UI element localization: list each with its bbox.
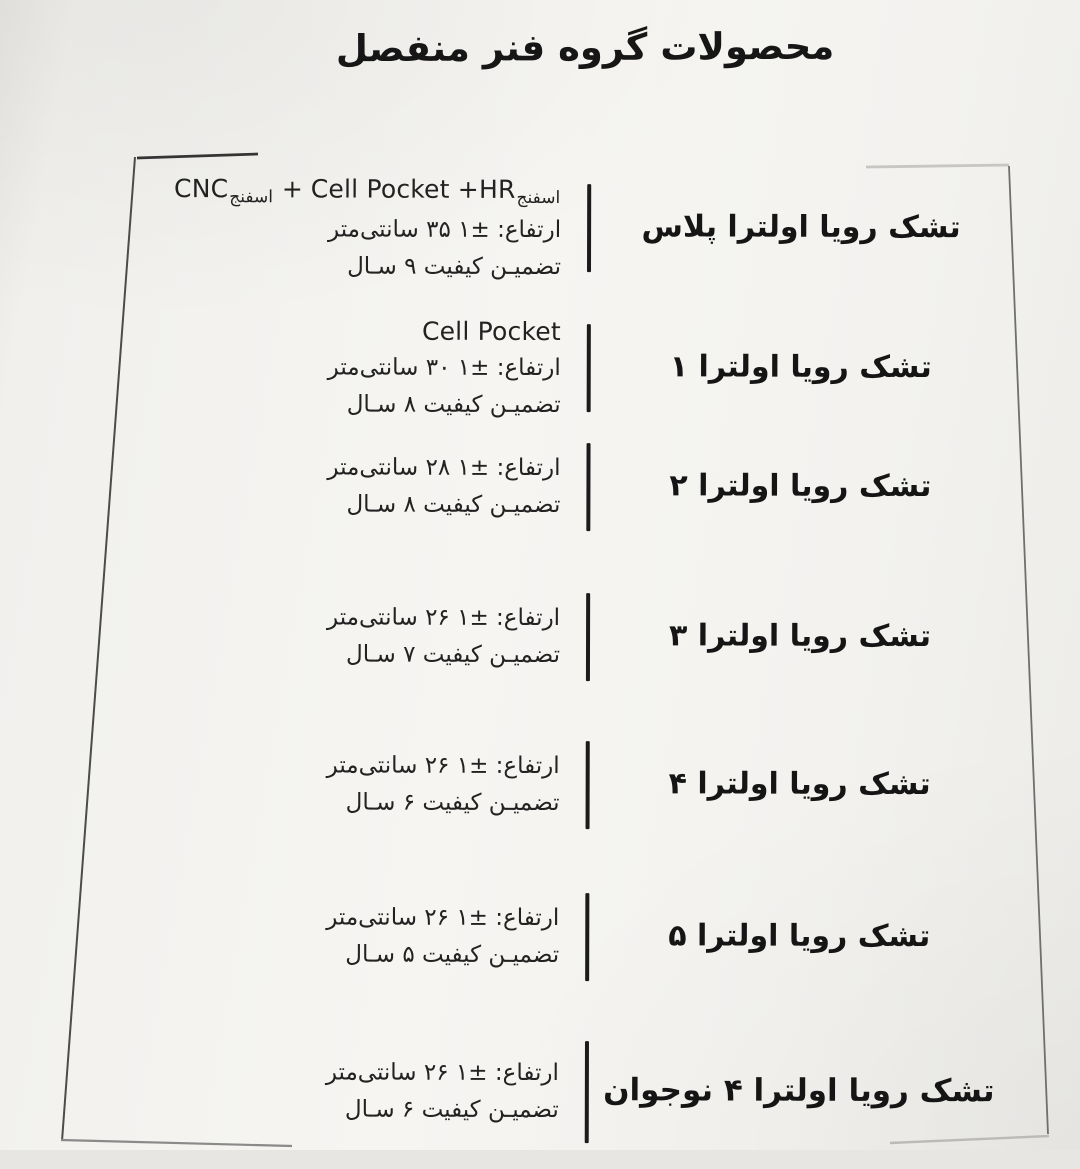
product-name: تشک رویا اولترا ۵: [668, 917, 931, 954]
frame-right-border: [1009, 166, 1048, 1134]
product-name: تشک رویا اولترا ۴ نوجوان: [603, 1072, 995, 1110]
height-line: ارتفاع: ±۱ ۳۵ سانتی‌متر: [328, 215, 562, 243]
foam-label: اسفنج: [516, 187, 561, 208]
product-row: [59, 151, 1011, 305]
height-line: ارتفاع: ±۱ ۲۸ سانتی‌متر: [327, 454, 561, 482]
product-name: تشک رویا اولترا ۴: [668, 765, 931, 802]
product-row: [57, 1015, 1009, 1169]
warranty-line: تضمیـن کیفیت ۵ سـال: [345, 941, 560, 969]
construction-text: Cell Pocket: [421, 316, 561, 346]
construction-text: + Cell Pocket +: [273, 173, 480, 204]
warranty-line: تضمیـن کیفیت ۹ سـال: [347, 253, 562, 280]
construction-text: HR: [478, 174, 516, 204]
warranty-line: تضمیـن کیفیت ۸ سـال: [346, 391, 561, 418]
product-name: تشک رویا اولترا ۳: [669, 617, 932, 654]
height-line: ارتفاع: ±۱ ۲۶ سانتی‌متر: [326, 604, 561, 632]
product-specs: [57, 899, 585, 974]
product-specs: [58, 599, 586, 674]
construction-line: [59, 311, 561, 349]
product-specs: [59, 169, 587, 285]
product-name: تشک رویا اولترا ۲: [669, 467, 932, 504]
foam-label: اسفنج: [229, 186, 273, 207]
warranty-line: تضمیـن کیفیت ۸ سـال: [346, 491, 561, 519]
construction-text: CNC: [174, 173, 229, 203]
construction-line: [59, 169, 561, 211]
warranty-line: تضمیـن کیفیت ۶ سـال: [345, 789, 560, 817]
product-specs: [59, 311, 587, 423]
height-line: ارتفاع: ±۱ ۲۶ سانتی‌متر: [325, 1059, 559, 1087]
product-name: تشک رویا اولترا ۱: [669, 348, 932, 385]
product-name: تشک رویا اولترا پلاس: [641, 208, 961, 245]
product-specs: [57, 1054, 585, 1129]
page-title: محصولات گروه فنر منفصل: [335, 24, 835, 71]
product-row: [57, 708, 1009, 862]
product-row: [58, 560, 1010, 714]
product-specs: [58, 449, 586, 524]
product-specs: [58, 747, 586, 822]
height-line: ارتفاع: ±۱ ۳۰ سانتی‌متر: [327, 353, 561, 381]
height-line: ارتفاع: ±۱ ۲۶ سانتی‌متر: [326, 752, 560, 780]
warranty-line: تضمیـن کیفیت ۶ سـال: [344, 1096, 559, 1124]
product-row: [58, 410, 1010, 564]
product-rows: [57, 159, 1012, 1149]
warranty-line: تضمیـن کیفیت ۷ سـال: [346, 641, 561, 669]
height-line: ارتفاع: ±۱ ۲۶ سانتی‌متر: [326, 904, 560, 932]
product-row: [57, 860, 1009, 1014]
